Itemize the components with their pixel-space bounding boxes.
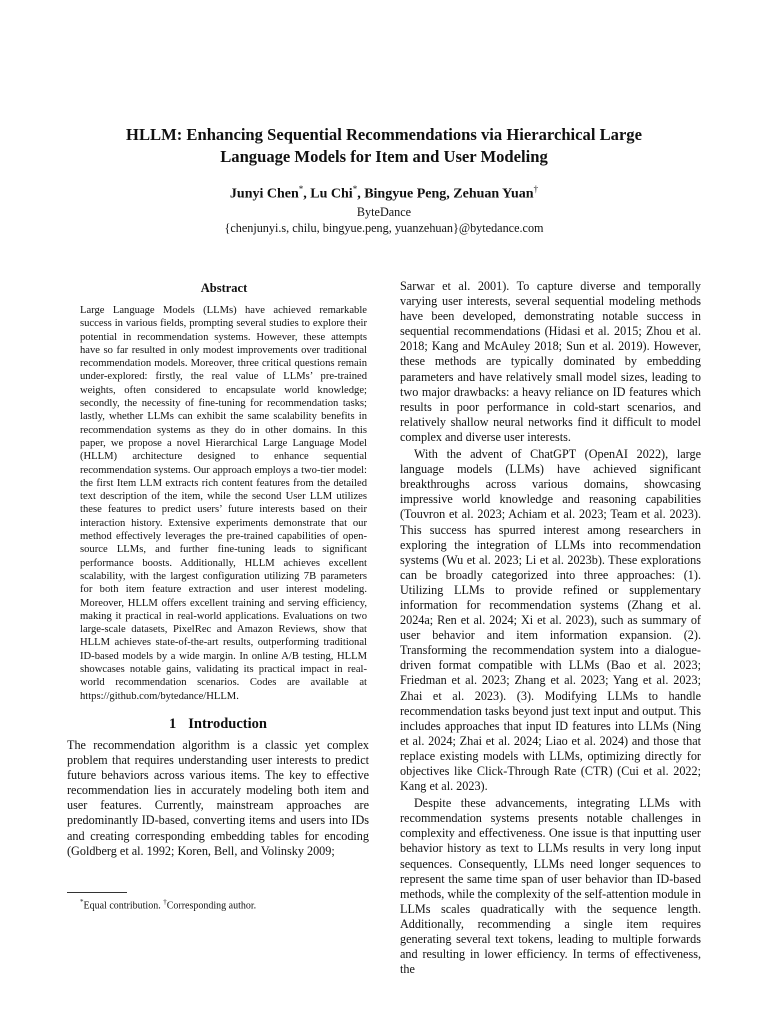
author-3-4: Bingyue Peng, Zehuan Yuan [364, 186, 534, 202]
paragraph: The recommendation algorithm is a classic yet complex problem that requires understanding user interests to predict future behaviors across various items. The key to effective recommendation lies in accurately modeling both item and user features. Currently, mainstream approaches are predominantly ID-based, converting items and users into IDs and creating corresponding embedding tables for encoding (Goldberg et al. 1992; Koren, Bell, and Volinsky 2009; [67, 738, 369, 858]
affiliation: ByteDance [356, 205, 412, 219]
section-number: 1 [169, 716, 177, 732]
section-title: Introduction [188, 716, 267, 732]
equal-contribution-mark: * [352, 184, 358, 194]
abstract-body [80, 304, 367, 703]
title-line-1: HLLM: Enhancing Sequential Recommendations via Hierarchical Large [126, 125, 642, 144]
footnote-mark: * [80, 898, 84, 906]
introduction-body [67, 738, 369, 859]
author-separator: , [303, 186, 311, 202]
footnote-rule [67, 892, 127, 893]
abstract-heading: Abstract [200, 281, 248, 295]
paragraph: Sarwar et al. 2001). To capture diverse and temporally varying user interests, several sequential modeling methods have been developed, demonstrating notable success in sequential recommendations (Hidasi et al. 2015; Zhou et al. 2018; Kang and McAuley 2018; Sun et al. 2019). However, these methods are typically dominated by embedding parameters and have relatively small model sizes, leading to two major drawbacks: a heavy reliance on ID features which results in poor performance in cold-start scenarios, and relatively shallow neural networks find it difficult to model complex and diverse user interests. [400, 279, 701, 444]
paragraph: Despite these advancements, integrating LLMs with recommendation systems presents notable challenges in complexity and effectiveness. One issue is that inputting user behavior history as text to LLMs results in very long input sequences. Consequently, LLMs need longer sequences to represent the same time span of user behavior than ID-based methods, while the complexity of the self-attention module in LLMs scales quadratically with the sequence length. Additionally, recommending a single item requires generating several text tokens, leading to multiple forwards and resulting in lower efficiency. In terms of effectiveness, the [400, 796, 701, 977]
footnote-mark: † [163, 898, 167, 906]
footnote-text: Equal contribution. [83, 900, 164, 912]
equal-contribution-mark: * [298, 184, 304, 194]
title-line-2: Language Models for Item and User Modeling [220, 147, 548, 166]
corresponding-author-mark: † [533, 184, 539, 194]
paragraph: With the advent of ChatGPT (OpenAI 2022), large language models (LLMs) have achieved significant breakthroughs across various domains, showcasing impressive world knowledge and reasoning capabilities (Touvron et al. 2023; Achiam et al. 2023; Team et al. 2023). This success has spurred interest among researchers in exploring the integration of LLMs into recommendation systems (Wu et al. 2023; Li et al. 2023b). These explorations can be broadly categorized into three approaches: (1). Utilizing LLMs to provide refined or supplementary information for recommendation systems (Zhang et al. 2024a; Ren et al. 2024; Xi et al. 2023), such as summary of user behavior and item information expansion. (2). Transforming the recommendation system into a dialogue-driven format compatible with LLMs (Bao et al. 2023; Friedman et al. 2023; Zhang et al. 2023; Yang et al. 2023; Zhai et al. 2023). (3). Modifying LLMs to handle recommendation tasks beyond just text input and output. This includes approaches that input ID features into LLMs (Ning et al. 2024; Zhai et al. 2024; Liao et al. 2024) and those that replace existing models with LLMs, optimizing directly for objectives like Click-Through Rate (CTR) (Cui et al. 2022; Kang et al. 2023). [400, 447, 701, 794]
author-emails: {chenjunyi.s, chilu, bingyue.peng, yuanzehuan}@bytedance.com [224, 221, 544, 235]
author-2: Lu Chi [310, 186, 353, 202]
author-1: Junyi Chen [229, 186, 299, 202]
paper-title [60, 124, 708, 168]
footnote-text: Corresponding author. [166, 900, 257, 912]
section-heading-introduction [67, 715, 369, 733]
author-separator: , [357, 186, 365, 202]
footnote [80, 896, 370, 912]
author-list [60, 180, 708, 204]
abstract-text: Large Language Models (LLMs) have achieved remarkable success in various fields, prompting several studies to explore their potential in recommendation systems. However, these attempts have so far resulted in only modest improvements over traditional recommendation models. Moreover, three critical questions remain under-explored: firstly, the real value of LLMs’ pre-trained weights, often considered to encapsulate world knowledge; secondly, the necessity of fine-tuning for recommendation tasks; lastly, whether LLMs can exhibit the same scalability benefits in recommendation systems as they do in other domains. In this paper, we propose a novel Hierarchical Large Language Model (HLLM) architecture designed to enhance sequential recommendation systems. Our approach employs a two-tier model: the first Item LLM extracts rich content features from the detailed text description of the item, while the second User LLM utilizes these features to predict users’ future interests based on their interaction history. Extensive experiments demonstrate that our method effectively leverages the pre-trained capabilities of open-source LLMs, and further fine-tuning leads to significant performance boosts. Additionally, HLLM achieves excellent scalability, with the largest configuration utilizing 7B parameters for both item feature extraction and user interest modeling. Moreover, HLLM offers excellent training and serving efficiency, making it practical in real-world applications. Evaluations on two large-scale datasets, PixelRec and Amazon Reviews, show that HLLM achieves state-of-the-art results, outperforming traditional ID-based models by a wide margin. In online A/B testing, HLLM showcases notable gains, validating its practical impact in real-world recommendation scenarios. Codes are available at https://github.com/bytedance/HLLM. [80, 305, 367, 702]
right-column [400, 279, 701, 977]
